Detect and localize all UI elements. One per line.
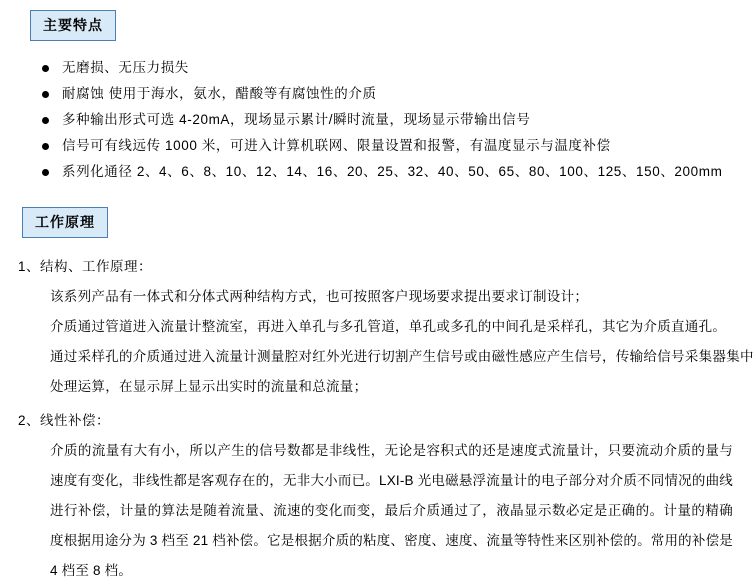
list-item: 多种输出形式可选 4-20mA，现场显示累计/瞬时流量，现场显示带输出信号 xyxy=(0,107,755,133)
section-heading-working-principle: 工作原理 xyxy=(22,207,108,238)
principle-item-1-line-3: 通过采样孔的介质通过进入流量计测量腔对红外光进行切割产生信号或由磁性感应产生信号，传输给信号采集器集中 xyxy=(50,349,754,364)
list-item: 系列化通径 2、4、6、8、10、12、14、16、20、25、32、40、50、65、80、100、125、150、200mm xyxy=(0,159,755,185)
item-1-number: 1、 xyxy=(18,259,41,274)
list-item: 信号可有线远传 1000 米，可进入计算机联网、限量设置和报警，有温度显示与温度补偿 xyxy=(0,133,755,159)
list-item: 耐腐蚀 使用于海水，氨水，醋酸等有腐蚀性的介质 xyxy=(0,81,755,107)
principle-item-1-line-1: 该系列产品有一体式和分体式两种结构方式，也可按照客户现场要求提出要求订制设计； xyxy=(50,289,589,304)
item-2-number: 2、 xyxy=(18,413,41,428)
principle-item-2-title xyxy=(0,408,755,434)
principle-content xyxy=(0,254,755,586)
item-1-label: 结构、工作原理： xyxy=(40,259,153,274)
features-list xyxy=(0,55,755,185)
principle-item-1-line-4: 处理运算，在显示屏上显示出实时的流量和总流量； xyxy=(50,379,368,394)
principle-item-1-line-2: 介质通过管道进入流量计整流室，再进入单孔与多孔管道，单孔或多孔的中间孔是采样孔，其它为介质直通孔。 xyxy=(50,319,727,334)
section-heading-features: 主要特点 xyxy=(30,10,116,41)
principle-item-1-title xyxy=(0,254,755,280)
principle-item-2-paragraph: 介质的流量有大有小，所以产生的信号数都是非线性，无论是容积式的还是速度式流量计，只要流动介质的量与速度有变化，非线性都是客观存在的，无非大小而已。LXI-B 光电磁悬浮流量计的电子部分对介质不同情况的曲线进行补偿，计量的算法是随着流量、流速的变化而变，最后介质通过了，液晶显示数必定是正确的。计量的精确度根据用途分为 3 档至 21 档补偿。它是根据介质的粘度、密度、速度、流量等特性来区别补偿的。常用的补偿是 4 档至 8 档。 xyxy=(50,443,733,578)
item-2-label: 线性补偿： xyxy=(40,413,111,428)
list-item: 无磨损、无压力损失 xyxy=(0,55,755,81)
